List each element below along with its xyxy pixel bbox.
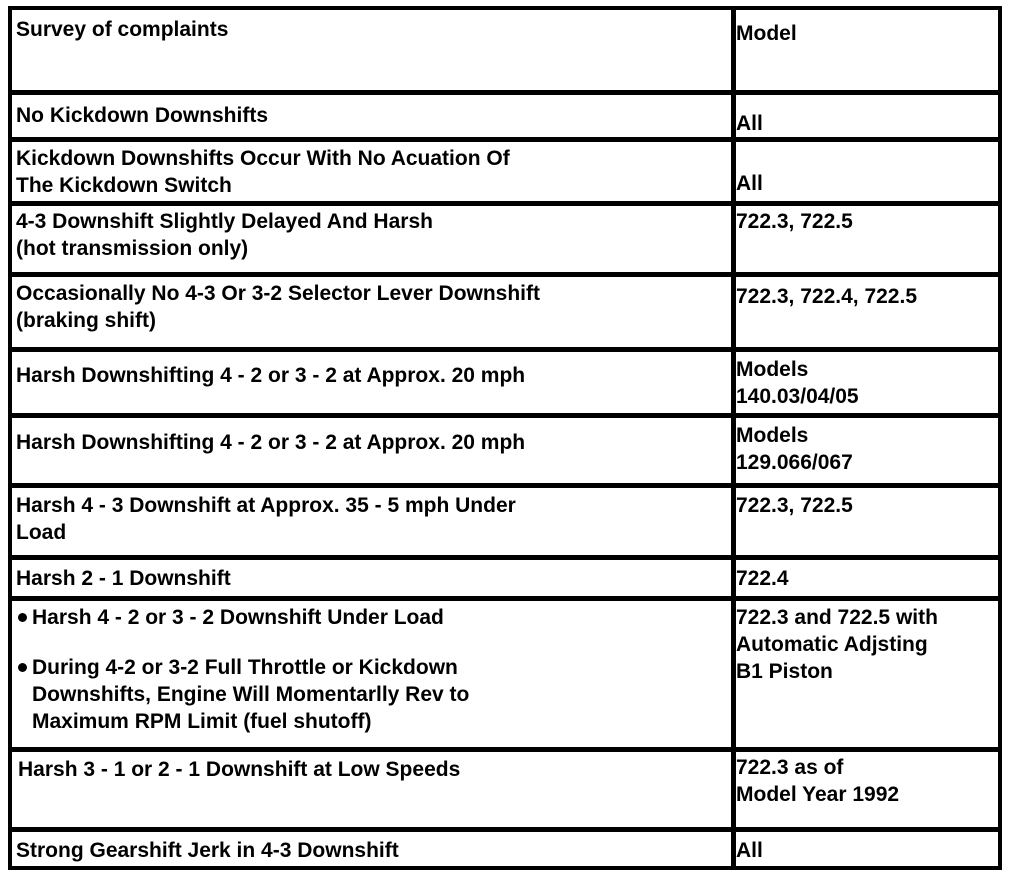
complaint-line: Kickdown Downshifts Occur With No Acuation Of xyxy=(16,147,510,170)
row-divider xyxy=(8,827,1002,832)
complaint-cell xyxy=(16,362,525,389)
complaint-cell xyxy=(18,756,460,783)
model-line: All xyxy=(736,112,763,135)
model-cell xyxy=(736,356,859,410)
model-line: 129.066/067 xyxy=(736,451,853,474)
row-divider xyxy=(8,347,1002,352)
complaint-cell xyxy=(16,208,433,262)
complaint-line: Downshifts, Engine Will Momentarlly Rev to xyxy=(32,683,470,706)
model-line: All xyxy=(736,172,763,195)
complaint-cell xyxy=(16,492,516,546)
complaint-line: Harsh 4 - 2 or 3 - 2 Downshift Under Load xyxy=(32,606,444,629)
complaint-line: The Kickdown Switch xyxy=(16,174,232,197)
model-line: 722.3, 722.4, 722.5 xyxy=(736,285,917,308)
complaint-line: Harsh 4 - 3 Downshift at Approx. 35 - 5 mph Under xyxy=(16,494,516,517)
complaint-cell xyxy=(16,837,399,864)
model-cell xyxy=(736,565,789,592)
complaints-table xyxy=(8,6,1002,870)
complaint-cell xyxy=(16,604,444,631)
complaint-line: Harsh 3 - 1 or 2 - 1 Downshift at Low Speeds xyxy=(18,758,461,781)
complaint-line: During 4-2 or 3-2 Full Throttle or Kickdown xyxy=(32,656,458,679)
row-divider xyxy=(8,201,1002,206)
complaint-cell xyxy=(16,429,525,456)
complaint-line: 4-3 Downshift Slightly Delayed And Harsh xyxy=(16,210,433,233)
model-line: Model Year 1992 xyxy=(736,783,900,806)
model-line: 722.4 xyxy=(736,567,789,590)
model-cell xyxy=(736,492,853,519)
bullet-icon xyxy=(18,663,27,672)
complaint-line: Strong Gearshift Jerk in 4-3 Downshift xyxy=(16,839,399,862)
model-cell xyxy=(736,208,853,235)
model-cell xyxy=(736,422,853,476)
row-divider xyxy=(8,272,1002,277)
complaint-line: Harsh Downshifting 4 - 2 or 3 - 2 at Approx. 20 mph xyxy=(16,364,526,387)
model-line: 722.3 and 722.5 with xyxy=(736,606,938,629)
header-complaint: Survey of complaints xyxy=(16,18,229,41)
complaint-line: (braking shift) xyxy=(16,309,156,332)
row-divider xyxy=(8,555,1002,560)
complaint-cell xyxy=(16,280,540,334)
model-cell xyxy=(736,283,917,310)
complaint-line: Occasionally No 4-3 Or 3-2 Selector Lever Downshift xyxy=(16,282,541,305)
bullet-item xyxy=(16,654,469,735)
row-divider xyxy=(8,747,1002,752)
model-line: B1 Piston xyxy=(736,660,833,683)
header-model: Model xyxy=(736,22,797,45)
model-cell xyxy=(736,837,763,864)
row-divider xyxy=(8,413,1002,418)
complaint-line: (hot transmission only) xyxy=(16,237,249,260)
complaint-cell xyxy=(16,145,510,199)
model-line: All xyxy=(736,839,763,862)
row-divider xyxy=(8,596,1002,601)
model-cell xyxy=(736,170,763,197)
complaint-cell xyxy=(16,565,231,592)
row-divider xyxy=(8,137,1002,142)
complaint-cell xyxy=(16,654,469,735)
model-line: 140.03/04/05 xyxy=(736,385,859,408)
model-cell xyxy=(736,110,763,137)
model-cell xyxy=(736,754,899,808)
bullet-item xyxy=(16,604,444,631)
complaint-line: Harsh 2 - 1 Downshift xyxy=(16,567,231,590)
complaint-line: Maximum RPM Limit (fuel shutoff) xyxy=(32,710,372,733)
model-line: Models xyxy=(736,424,809,447)
complaint-line: Load xyxy=(16,521,67,544)
complaint-line: No Kickdown Downshifts xyxy=(16,104,268,127)
complaint-cell xyxy=(16,102,268,129)
model-line: Automatic Adjsting xyxy=(736,633,928,656)
model-line: 722.3 as of xyxy=(736,756,844,779)
model-line: 722.3, 722.5 xyxy=(736,210,853,233)
bullet-icon xyxy=(18,613,27,622)
model-line: 722.3, 722.5 xyxy=(736,494,853,517)
complaint-line: Harsh Downshifting 4 - 2 or 3 - 2 at Approx. 20 mph xyxy=(16,431,526,454)
model-line: Models xyxy=(736,358,809,381)
row-divider xyxy=(8,90,1002,95)
model-cell xyxy=(736,604,938,685)
row-divider xyxy=(8,483,1002,488)
